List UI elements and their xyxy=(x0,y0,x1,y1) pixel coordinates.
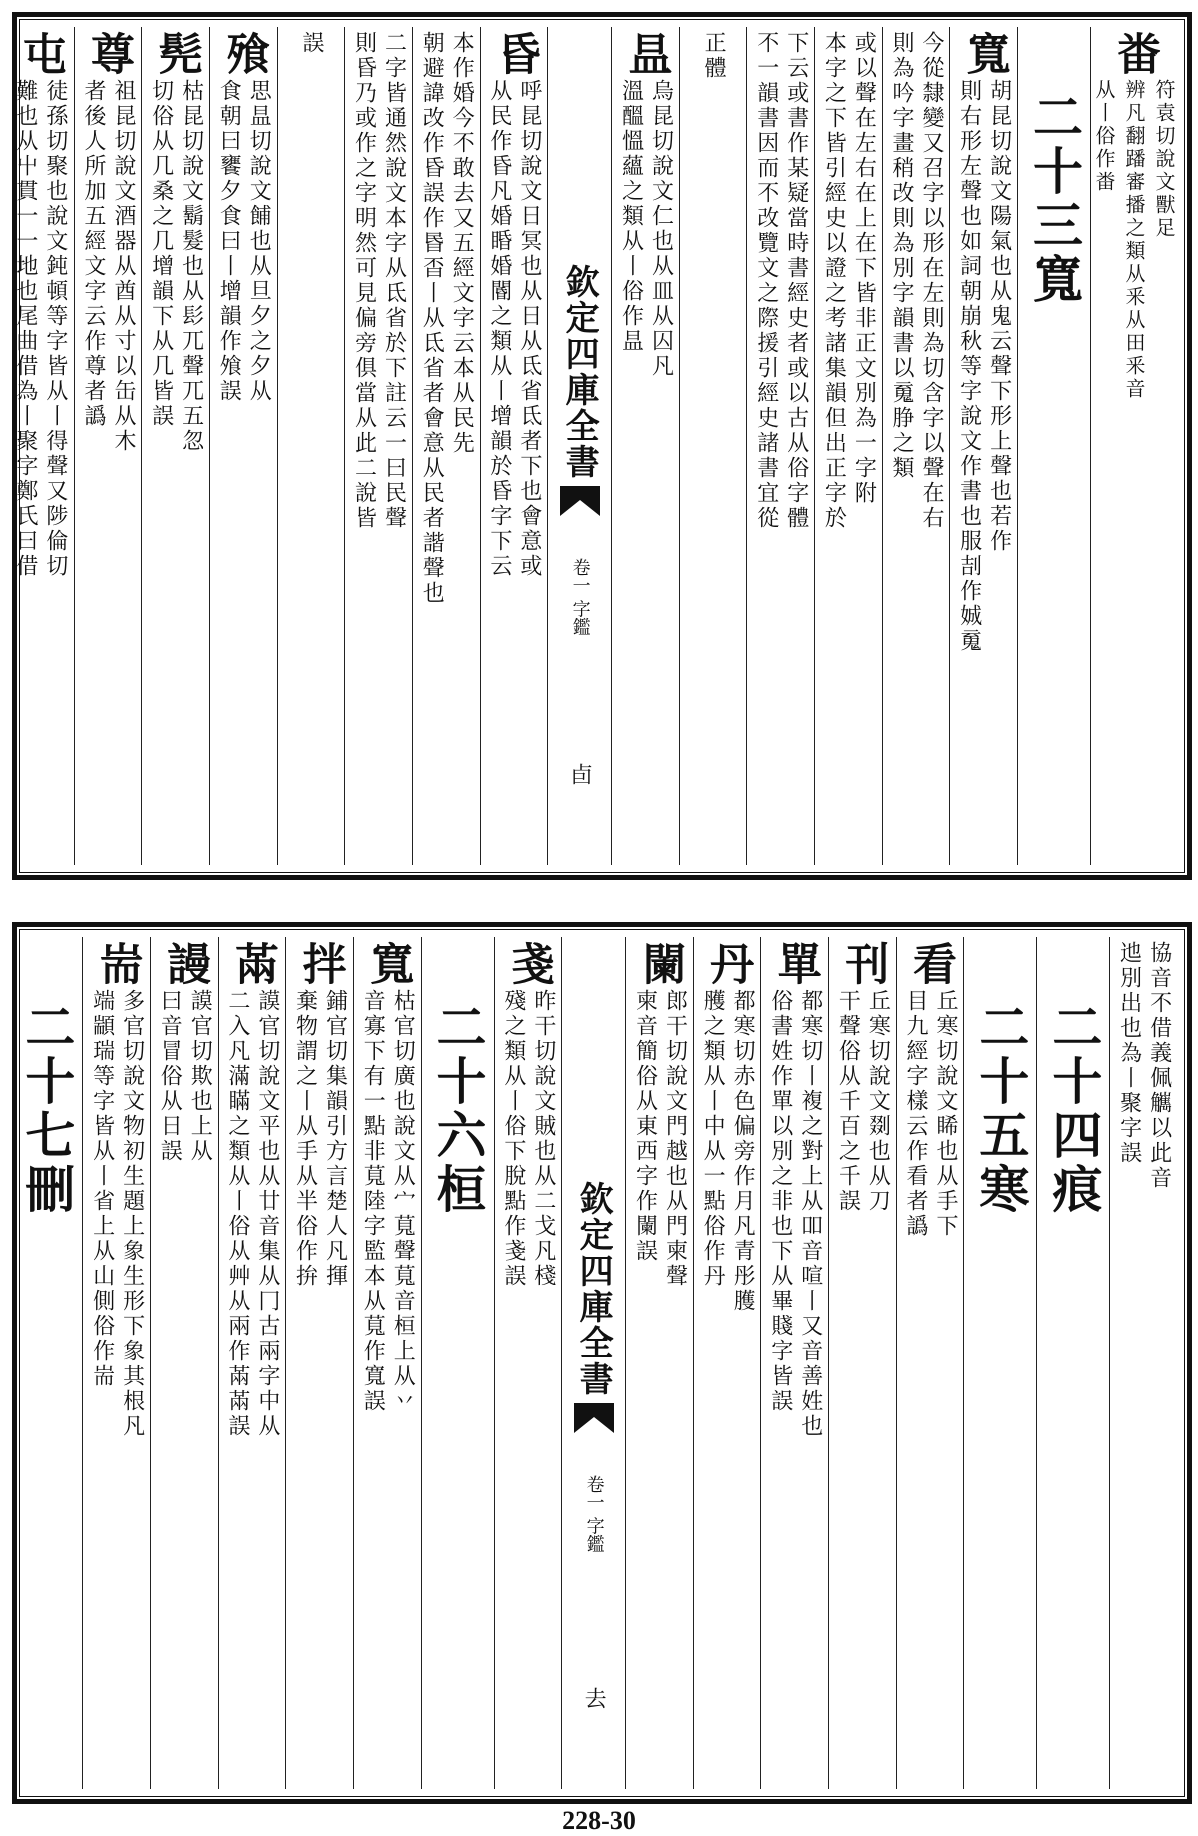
gloss-line: 食朝曰饔夕食曰丨增韻作飧誤 xyxy=(216,79,242,404)
text-column xyxy=(882,27,950,865)
gloss-line: 朝避諱改作昏誤作昬㫘丨从氐省者會意从民者諧聲也 xyxy=(419,31,445,606)
gloss-lines xyxy=(699,989,755,1314)
text-column xyxy=(1017,27,1090,865)
rhyme-section-heading: 二十七刪 xyxy=(17,1001,77,1217)
gloss-lines xyxy=(418,31,474,606)
headword: 謾 xyxy=(159,941,211,985)
gloss-line: 則為吟字畫稍改則為別字韻書以䰟㬹之類 xyxy=(889,31,915,481)
text-column xyxy=(10,937,82,1789)
leaf-number: 去 xyxy=(581,1687,607,1709)
dictionary-entry xyxy=(481,31,548,579)
gloss-line: 難也从屮貫一一地也尾曲借為丨聚字鄭氏曰借 xyxy=(12,79,38,579)
gloss-lines xyxy=(156,989,212,1164)
gloss-line: 思昷切說文餔也从旦夕之夕从 xyxy=(246,79,272,404)
gloss-lines xyxy=(500,989,556,1289)
bottom-columns xyxy=(17,937,1177,1789)
gloss-lines xyxy=(224,989,280,1439)
dictionary-entry xyxy=(354,941,421,1414)
bottom-page xyxy=(12,922,1192,1804)
gloss-lines xyxy=(631,989,687,1289)
fish-tail-mark-icon xyxy=(560,486,600,522)
headword: 看 xyxy=(905,941,957,985)
headword: 㒼 xyxy=(226,941,278,985)
gloss-line: 符袁切說文獸足 xyxy=(1152,79,1176,240)
dictionary-entry xyxy=(210,31,277,404)
gloss-line: 本作婚今不敢去又五經文字云本从民先 xyxy=(449,31,475,456)
gloss-line: 二字皆通然說文本字从氐省於下註云一曰民聲 xyxy=(381,31,407,531)
gloss-line: 殘之類从丨俗下脫點作戔誤 xyxy=(500,989,526,1289)
text-column xyxy=(963,937,1036,1789)
headword: 耑 xyxy=(91,941,143,985)
text-column xyxy=(625,937,693,1789)
gloss-lines xyxy=(80,79,136,454)
headword: 昏 xyxy=(488,31,540,75)
gloss-lines xyxy=(820,31,876,531)
rhyme-section-heading: 二十六桓 xyxy=(428,1001,488,1217)
gloss-line: 昨干切說文賊也从二戈凡棧 xyxy=(530,989,556,1289)
headword: 畨 xyxy=(1109,31,1160,75)
text-column xyxy=(421,937,494,1789)
dictionary-entry xyxy=(897,941,964,1239)
gloss-line: 徒孫切聚也說文鈍頓等字皆从丨得聲又陟倫切 xyxy=(42,79,68,579)
text-column xyxy=(1109,937,1177,1789)
gloss-line: 雘之類从丨中从一點俗作丹 xyxy=(700,989,726,1289)
gloss-lines xyxy=(215,79,271,404)
gloss-line: 迆別出也為丨聚字誤 xyxy=(1116,941,1142,1166)
center-margin-column xyxy=(547,27,611,865)
dictionary-entry xyxy=(1110,941,1177,1191)
dictionary-entry xyxy=(345,31,412,531)
gloss-line: 切俗从几桑之几增韻下从几皆誤 xyxy=(148,79,174,429)
headword: 拌 xyxy=(294,941,346,985)
gloss-lines xyxy=(292,989,348,1289)
fish-tail-mark-icon xyxy=(574,1403,614,1439)
dictionary-entry xyxy=(278,31,345,56)
gloss-line: 都寒切赤色偏旁作月凡青彤臒 xyxy=(730,989,756,1314)
gloss-lines xyxy=(298,31,324,56)
page-footer-number: 228-30 xyxy=(562,1806,636,1835)
text-column xyxy=(1090,27,1177,865)
gloss-lines xyxy=(359,989,415,1414)
gloss-line: 呼昆切說文日冥也从日从氐省氐者下也會意或 xyxy=(516,79,542,579)
dictionary-entry xyxy=(883,31,950,531)
rhyme-section-heading: 二十五寒 xyxy=(971,1001,1031,1217)
dictionary-entry xyxy=(83,941,150,1439)
text-column xyxy=(412,27,480,865)
text-column xyxy=(6,27,74,865)
text-column xyxy=(693,937,761,1789)
gloss-line: 謨官切欺也上从 xyxy=(187,989,213,1164)
volume-label: 卷一 字鑑 xyxy=(583,1475,605,1553)
gloss-lines xyxy=(12,79,68,579)
gloss-line: 下云或書作某疑當時書經史者或以古从俗字體 xyxy=(783,31,809,531)
gloss-line: 鋪官切集韻引方言楚人凡揮 xyxy=(322,989,348,1289)
gloss-line: 多官切說文物初生題上象生形下象其根凡 xyxy=(119,989,145,1439)
gloss-line: 不一韻書因而不改覽文之際援引經史諸書宜從 xyxy=(753,31,779,531)
gloss-line: 俗書姓作單以別之非也下从畢賤字皆誤 xyxy=(767,989,793,1414)
gloss-line: 从丨俗作畨 xyxy=(1092,79,1116,194)
gloss-lines xyxy=(1091,79,1177,401)
gloss-line: 者後人所加五經文字云作尊者譌 xyxy=(80,79,106,429)
text-column xyxy=(828,937,896,1789)
gloss-lines xyxy=(834,989,890,1214)
headword: 戔 xyxy=(502,941,554,985)
text-column xyxy=(760,937,828,1789)
gloss-line: 則昏乃或作之字明然可見偏旁俱當从此二說皆 xyxy=(351,31,377,531)
text-column xyxy=(344,27,412,865)
text-column xyxy=(1036,937,1109,1789)
headword: 屯 xyxy=(14,31,66,75)
gloss-lines xyxy=(956,79,1012,654)
gloss-line: 或以聲在左右在上在下皆非正文別為一字附 xyxy=(851,31,877,506)
text-column xyxy=(82,937,150,1789)
rhyme-section-heading: 二十三寬 xyxy=(1025,91,1084,307)
dictionary-entry xyxy=(761,941,828,1439)
text-column xyxy=(150,937,218,1789)
headword: 闌 xyxy=(634,941,686,985)
top-page xyxy=(12,12,1192,880)
gloss-line: 正體 xyxy=(701,31,727,81)
gloss-lines xyxy=(148,79,204,454)
volume-label: 卷一 字鑑 xyxy=(569,558,591,636)
dictionary-entry xyxy=(694,941,761,1314)
headword: 寬 xyxy=(362,941,414,985)
dictionary-entry xyxy=(680,31,747,81)
gloss-lines xyxy=(1116,941,1172,1191)
text-column xyxy=(353,937,421,1789)
gloss-line: 今從隸變又召字以形在左則為切含字以聲在右 xyxy=(919,31,945,531)
gloss-lines xyxy=(888,31,944,531)
gloss-line: 郎干切說文門越也从門柬聲 xyxy=(662,989,688,1289)
dictionary-entry xyxy=(747,31,814,531)
text-column xyxy=(679,27,747,865)
gloss-line: 謨官切說文平也从廿音集从冂古兩字中从 xyxy=(254,989,280,1439)
gloss-line: 端顓瑞等字皆从丨省上从山側俗作耑 xyxy=(89,989,115,1389)
dictionary-entry xyxy=(950,31,1017,654)
leaf-number: 卣 xyxy=(567,763,593,785)
gloss-line: 丘寒切說文剟也从刀 xyxy=(865,989,891,1214)
text-column xyxy=(814,27,882,865)
gloss-lines xyxy=(617,79,673,379)
gloss-line: 棄物謂之丨从手从半俗作拚 xyxy=(292,989,318,1289)
dictionary-entry xyxy=(142,31,209,454)
gloss-lines xyxy=(89,989,145,1439)
headword: 飱 xyxy=(218,31,270,75)
dictionary-entry xyxy=(75,31,142,454)
gloss-lines xyxy=(486,79,542,579)
text-column xyxy=(611,27,679,865)
rhyme-section-heading: 二十四痕 xyxy=(1044,1001,1104,1217)
dictionary-entry xyxy=(815,31,882,531)
gloss-lines xyxy=(902,989,958,1239)
dictionary-entry xyxy=(626,941,693,1289)
dictionary-entry xyxy=(829,941,896,1214)
dictionary-entry xyxy=(612,31,679,379)
collection-title: 欽定四庫全書 xyxy=(559,264,600,481)
gloss-line: 協音不借義佩觽以此音 xyxy=(1146,941,1172,1191)
text-column xyxy=(141,27,209,865)
gloss-lines xyxy=(351,31,407,531)
gloss-line: 丘寒切說文睎也从手下 xyxy=(933,989,959,1239)
text-column xyxy=(480,27,548,865)
gloss-line: 从民作昏凡婚睧婚閽之類从丨增韻於昏字下云 xyxy=(486,79,512,579)
center-margin-column xyxy=(561,937,625,1789)
gloss-line: 音寡下有一點非萈陸字監本从萈作寬誤 xyxy=(360,989,386,1414)
dictionary-entry xyxy=(1091,31,1177,401)
text-column xyxy=(218,937,286,1789)
gloss-line: 則右形左聲也如詞朝崩秋等字說文作書也服㓤作娍䰟 xyxy=(956,79,982,654)
dictionary-entry xyxy=(219,941,286,1439)
gloss-line: 溫醞慍蘊之類从丨俗作昷 xyxy=(618,79,644,354)
gloss-line: 烏昆切說文仁也从皿从囚凡 xyxy=(648,79,674,379)
text-column xyxy=(746,27,814,865)
gloss-line: 本字之下皆引經史以證之考諸集韻但出正字於 xyxy=(821,31,847,531)
text-column xyxy=(209,27,277,865)
dictionary-entry xyxy=(151,941,218,1164)
gloss-lines xyxy=(753,31,809,531)
dictionary-entry xyxy=(6,31,74,579)
gloss-line: 干聲俗从千百之千誤 xyxy=(835,989,861,1214)
gloss-line: 枯官切廣也說文从宀萈聲萈音桓上从丷 xyxy=(390,989,416,1414)
text-column xyxy=(285,937,353,1789)
dictionary-entry xyxy=(413,31,480,606)
headword: 單 xyxy=(769,941,821,985)
gloss-line: 誤 xyxy=(298,31,324,56)
gloss-line: 二入凡滿瞞之類从丨俗从艸从兩作㒼㒼誤 xyxy=(224,989,250,1439)
headword: 寬 xyxy=(958,31,1010,75)
dictionary-entry xyxy=(495,941,562,1289)
gloss-line: 胡昆切說文陽氣也从鬼云聲下形上聲也若作 xyxy=(986,79,1012,554)
gloss-line: 辨凡翻蹯審播之類从釆从田釆音 xyxy=(1122,79,1146,401)
gloss-line: 枯昆切說文鬍髮也从髟兀聲兀五忽 xyxy=(178,79,204,454)
headword: 丹 xyxy=(702,941,754,985)
headword: 刊 xyxy=(837,941,889,985)
top-columns xyxy=(12,27,1177,865)
gloss-line: 都寒切丨複之對上从吅音喧丨又音善姓也 xyxy=(797,989,823,1439)
gloss-lines xyxy=(700,31,726,81)
dictionary-entry xyxy=(286,941,353,1289)
gloss-line: 曰音冒俗从日誤 xyxy=(157,989,183,1164)
text-column xyxy=(277,27,345,865)
collection-title: 欽定四庫全書 xyxy=(573,1181,614,1398)
gloss-line: 祖昆切說文酒器从酋从寸以缶从木 xyxy=(110,79,136,454)
gloss-line: 柬音簡俗从東西字作闌誤 xyxy=(632,989,658,1264)
headword: 尊 xyxy=(82,31,134,75)
text-column xyxy=(74,27,142,865)
gloss-line: 目九經字樣云作看者譌 xyxy=(903,989,929,1239)
gloss-lines xyxy=(767,989,823,1439)
text-column xyxy=(494,937,562,1789)
text-column xyxy=(896,937,964,1789)
text-column xyxy=(949,27,1017,865)
headword: 髡 xyxy=(150,31,202,75)
headword: 昷 xyxy=(620,31,672,75)
